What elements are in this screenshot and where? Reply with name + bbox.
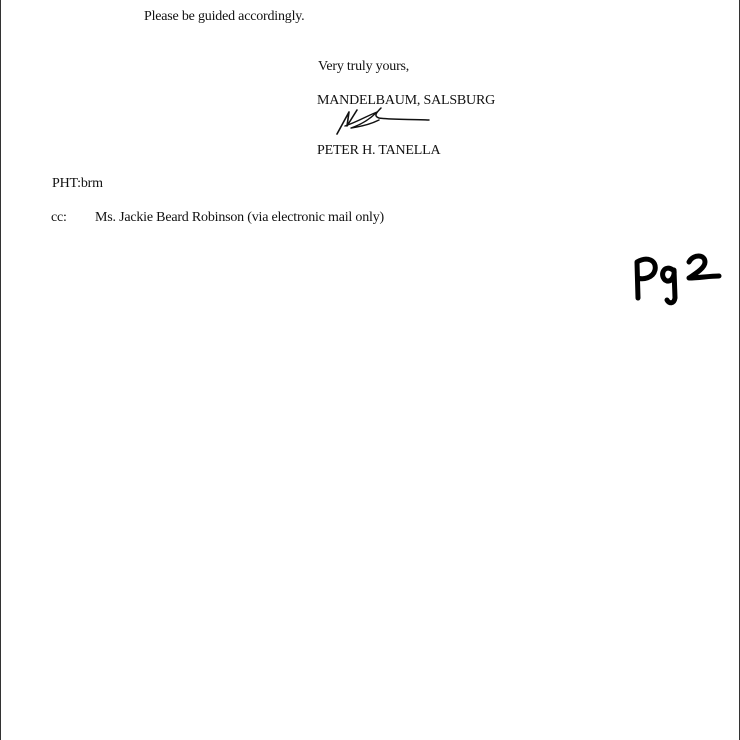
signer-name: PETER H. TANELLA bbox=[317, 143, 441, 158]
handwritten-signature-icon bbox=[327, 102, 437, 140]
closing-line: Please be guided accordingly. bbox=[144, 9, 305, 24]
cc-label: cc: bbox=[51, 210, 67, 225]
valediction: Very truly yours, bbox=[318, 59, 410, 74]
firm-name: MANDELBAUM, SALSBURG bbox=[317, 93, 496, 108]
reference-initials: PHT:brm bbox=[52, 176, 103, 191]
cc-recipient: Ms. Jackie Beard Robinson (via electronic mail only) bbox=[95, 210, 384, 225]
handwritten-page-mark bbox=[629, 248, 725, 308]
